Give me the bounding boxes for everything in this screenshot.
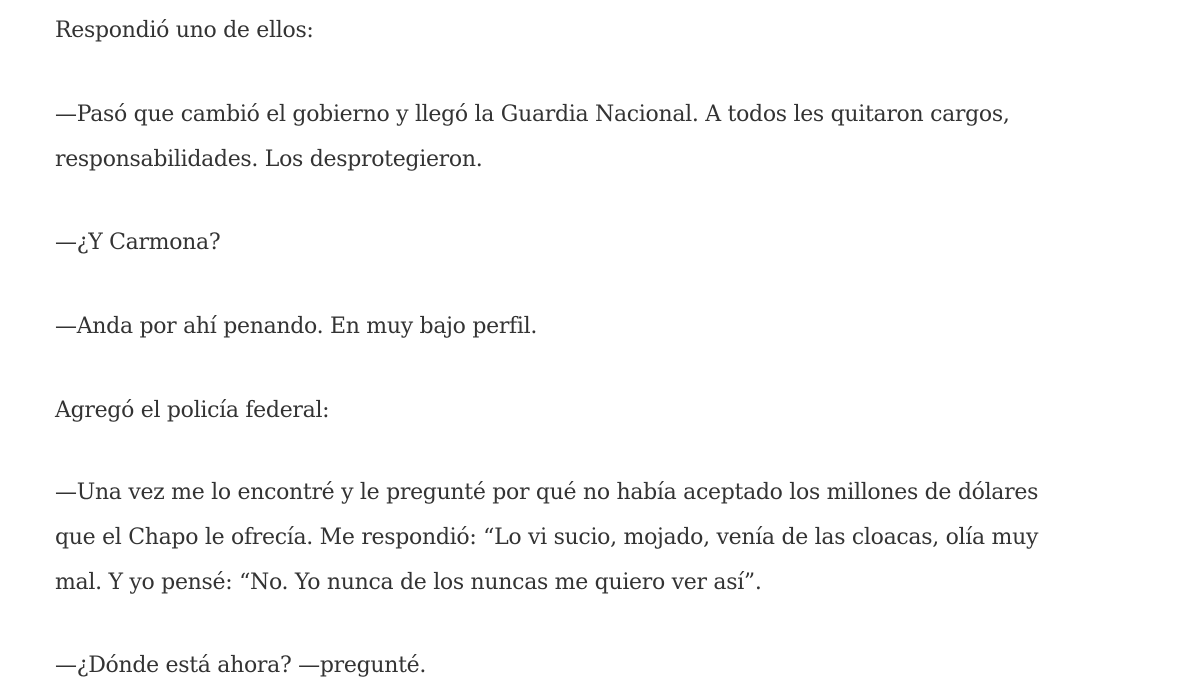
paragraph-3 [55,220,220,265]
text-line: mal. Y yo pensé: “No. Yo nunca de los nuncas me quiero ver así”. [55,570,762,595]
paragraph-2 [55,92,1010,182]
text-line: responsabilidades. Los desprotegieron. [55,147,483,172]
paragraph-6 [55,470,1038,605]
paragraph-5 [55,388,329,433]
text-line: —Pasó que cambió el gobierno y llegó la Guardia Nacional. A todos les quitaron cargos, [55,102,1010,127]
text-line: —¿Dónde está ahora? —pregunté. [55,653,427,678]
text-line: que el Chapo le ofrecía. Me respondió: “Lo vi sucio, mojado, venía de las cloacas, olía muy [55,525,1039,550]
paragraph-7 [55,643,426,688]
text-line: —¿Y Carmona? [55,230,221,255]
text-line: Agregó el policía federal: [55,398,330,423]
paragraph-4 [55,304,537,349]
paragraph-1 [55,8,314,53]
text-line: —Una vez me lo encontré y le pregunté por qué no había aceptado los millones de dólares [55,480,1039,505]
text-line: —Anda por ahí penando. En muy bajo perfil. [55,314,538,339]
text-line: Respondió uno de ellos: [55,18,314,43]
